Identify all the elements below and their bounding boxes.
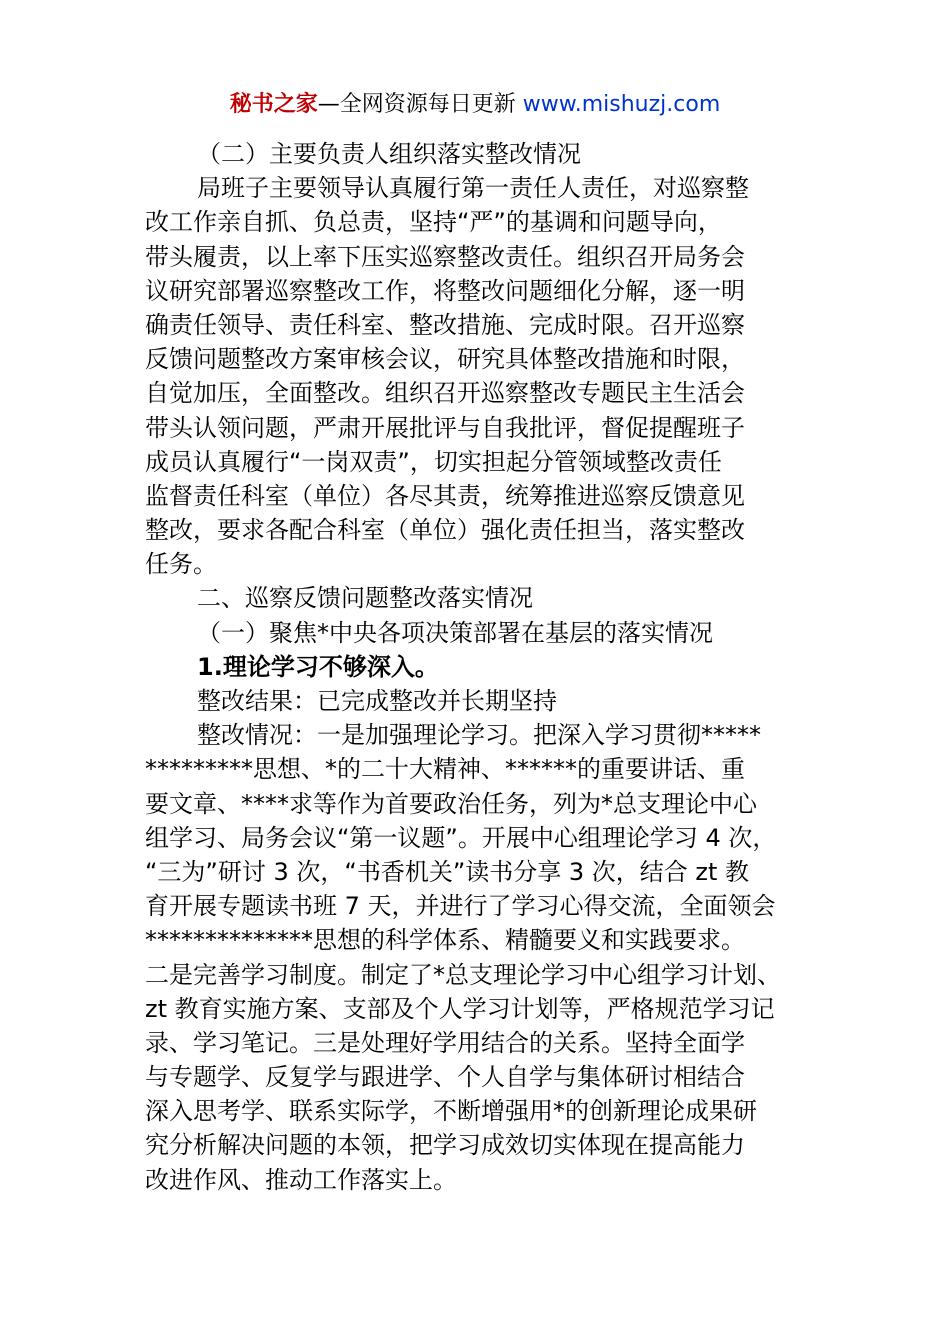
text-line: （一）聚焦*中央各项决策部署在基层的落实情况 (197, 618, 713, 647)
header-slogan: 全网资源每日更新 (339, 92, 516, 117)
text-line: 反馈问题整改方案审核会议，研究具体整改措施和时限， (145, 345, 745, 374)
text-line: zt 教育实施方案、支部及个人学习计划等，严格规范学习记 (145, 994, 775, 1023)
text-line: 整改，要求各配合科室（单位）强化责任担当，落实整改 (145, 516, 745, 545)
section-heading: 1.理论学习不够深入。 (197, 652, 439, 681)
text-line: （二）主要负责人组织落实整改情况 (197, 140, 581, 168)
text-line: **************思想的科学体系、精髓要义和实践要求。 (145, 926, 745, 955)
document-body (145, 137, 815, 1197)
text-line: 议研究部署巡察整改工作，将整改问题细化分解，逐一明 (145, 276, 745, 305)
text-line: 组学习、局务会议“第一议题”。开展中心组理论学习 4 次， (145, 823, 777, 852)
header-dash: — (317, 92, 340, 117)
text-line: 究分析解决问题的本领，把学习成效切实体现在提高能力 (145, 1131, 745, 1160)
text-line: 整改情况：一是加强理论学习。把深入学习贯彻***** (197, 721, 761, 750)
text-line: 任务。 (145, 550, 217, 579)
brand-name: 秘书之家 (229, 92, 318, 117)
text-line: 局班子主要领导认真履行第一责任人责任，对巡察整 (197, 174, 749, 203)
text-line: 带头认领问题，严肃开展批评与自我批评，督促提醒班子 (145, 413, 745, 442)
text-line: 成员认真履行“一岗双责”，切实担起分管领域整改责任 (145, 447, 722, 476)
text-line: 育开展专题读书班 7 天，并进行了学习心得交流，全面领会 (145, 892, 776, 921)
text-line: 二是完善学习制度。制定了*总支理论学习中心组学习计划、 (145, 960, 781, 989)
text-line: 确责任领导、责任科室、整改措施、完成时限。召开巡察 (145, 310, 745, 339)
text-line: 改工作亲自抓、负总责，坚持“严”的基调和问题导向， (145, 208, 722, 237)
text-line: 自觉加压，全面整改。组织召开巡察整改专题民主生活会 (145, 379, 745, 408)
text-line: 与专题学、反复学与跟进学、个人自学与集体研讨相结合 (145, 1063, 745, 1092)
site-url-link[interactable]: www.mishuzj.com (522, 92, 721, 117)
text-line: *********思想、*的二十大精神、******的重要讲话、重 (145, 755, 745, 784)
text-line: 监督责任科室（单位）各尽其责，统筹推进巡察反馈意见 (145, 481, 745, 510)
text-line: 要文章、****求等作为首要政治任务，列为*总支理论中心 (145, 789, 757, 818)
text-line: 带头履责，以上率下压实巡察整改责任。组织召开局务会 (145, 242, 745, 271)
text-line: 整改结果：已完成整改并长期坚持 (197, 687, 557, 715)
text-line: “三为”研讨 3 次，“书香机关”读书分享 3 次，结合 zt 教 (145, 857, 750, 886)
text-line: 录、学习笔记。三是处理好学用结合的关系。坚持全面学 (145, 1028, 745, 1057)
text-line: 改进作风、推动工作落实上。 (145, 1165, 457, 1194)
text-line: 深入思考学、联系实际学，不断增强用*的创新理论成果研 (145, 1097, 757, 1126)
site-header (0, 88, 950, 122)
text-line: 二、巡察反馈问题整改落实情况 (197, 584, 533, 613)
